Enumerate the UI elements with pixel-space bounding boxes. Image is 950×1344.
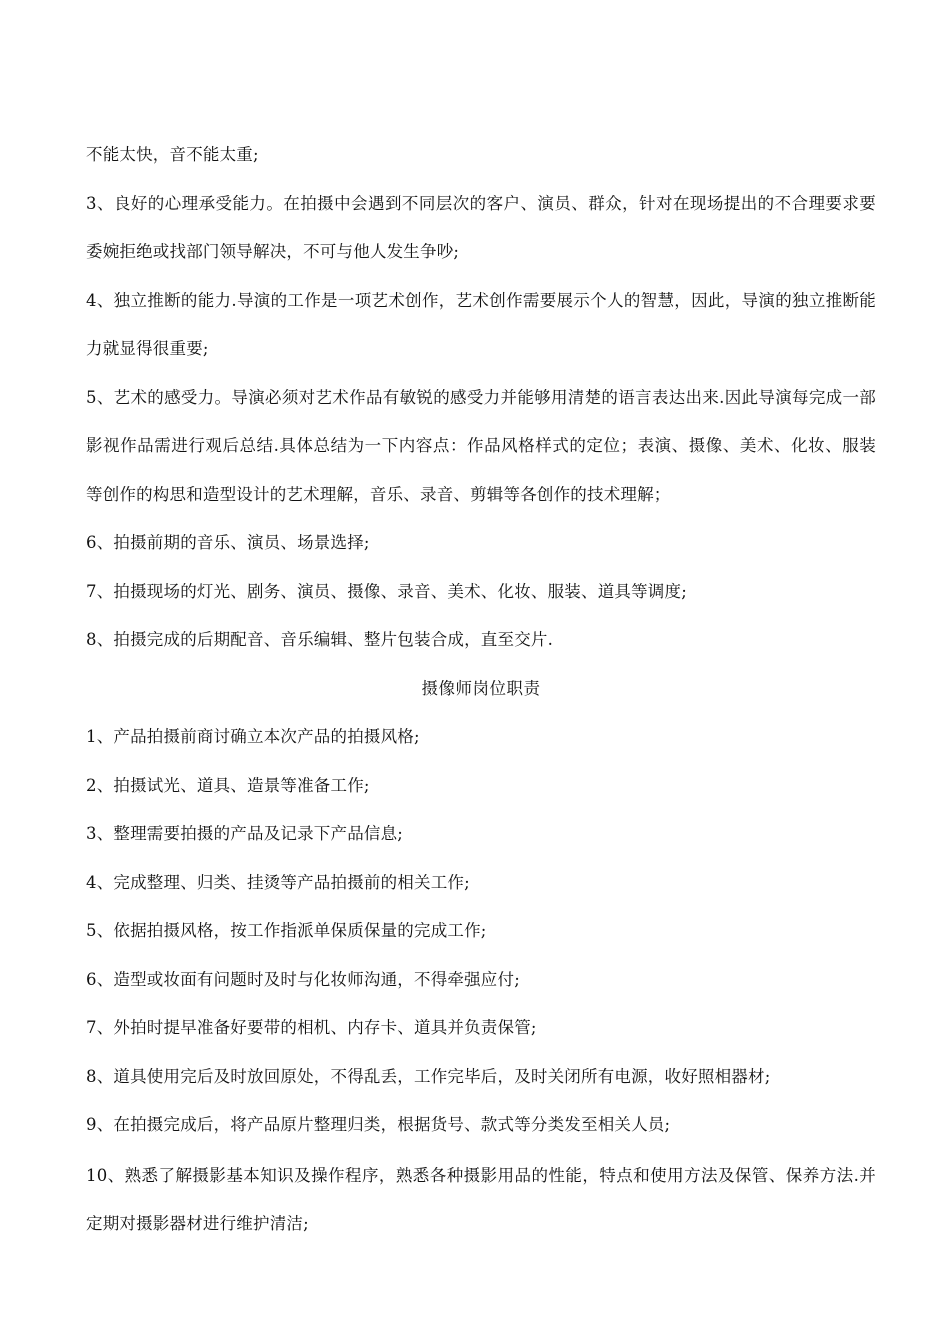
duty-item-1: 1、产品拍摄前商讨确立本次产品的拍摄风格; [86, 727, 420, 746]
paragraph-item-8: 8、拍摄完成的后期配音、音乐编辑、整片包装合成，直至交片. [86, 630, 554, 649]
paragraph-item-6: 6、拍摄前期的音乐、演员、场景选择; [86, 533, 370, 552]
paragraph-item-5: 5、艺术的感受力。导演必须对艺术作品有敏锐的感受力并能够用清楚的语言表达出来.因此导演每完成一部影视作品需进行观后总结.具体总结为一下内容点：作品风格样式的定位；表演、摄像、美术、化妆、服装等创作的构思和造型设计的艺术理解，音乐、录音、剪辑等各创作的技术理解； [86, 387, 876, 504]
duty-item-10: 10、熟悉了解摄影基本知识及操作程序，熟悉各种摄影用品的性能，特点和使用方法及保管、保养方法.并定期对摄影器材进行维护清洁; [86, 1165, 876, 1233]
duty-item-8: 8、道具使用完后及时放回原处，不得乱丢，工作完毕后，及时关闭所有电源，收好照相器材; [86, 1066, 771, 1086]
paragraph-item-7: 7、拍摄现场的灯光、剧务、演员、摄像、录音、美术、化妆、服装、道具等调度; [86, 581, 687, 601]
duty-item-7: 7、外拍时提早准备好要带的相机、内存卡、道具并负责保管; [86, 1018, 537, 1037]
duty-item-2: 2、拍摄试光、道具、造景等准备工作; [86, 775, 370, 795]
duty-item-5: 5、依据拍摄风格，按工作指派单保质保量的完成工作; [86, 921, 487, 940]
document-body [86, 131, 876, 1249]
duty-item-9: 9、在拍摄完成后，将产品原片整理归类，根据货号、款式等分类发至相关人员; [86, 1115, 671, 1134]
duty-item-3: 3、整理需要拍摄的产品及记录下产品信息; [86, 824, 404, 843]
duty-item-6: 6、造型或妆面有问题时及时与化妆师沟通，不得牵强应付; [86, 969, 520, 989]
paragraph-item-4: 4、独立推断的能力.导演的工作是一项艺术创作，艺术创作需要展示个人的智慧，因此，导演的独立推断能力就显得很重要; [86, 290, 876, 358]
section-title: 摄像师岗位职责 [421, 678, 541, 698]
paragraph-item-3: 3、良好的心理承受能力。在拍摄中会遇到不同层次的客户、演员、群众，针对在现场提出的不合理要求要委婉拒绝或找部门领导解决，不可与他人发生争吵; [86, 193, 876, 261]
duty-item-4: 4、完成整理、归类、挂烫等产品拍摄前的相关工作; [86, 872, 470, 892]
paragraph-continuation: 不能太快，音不能太重; [86, 145, 259, 164]
